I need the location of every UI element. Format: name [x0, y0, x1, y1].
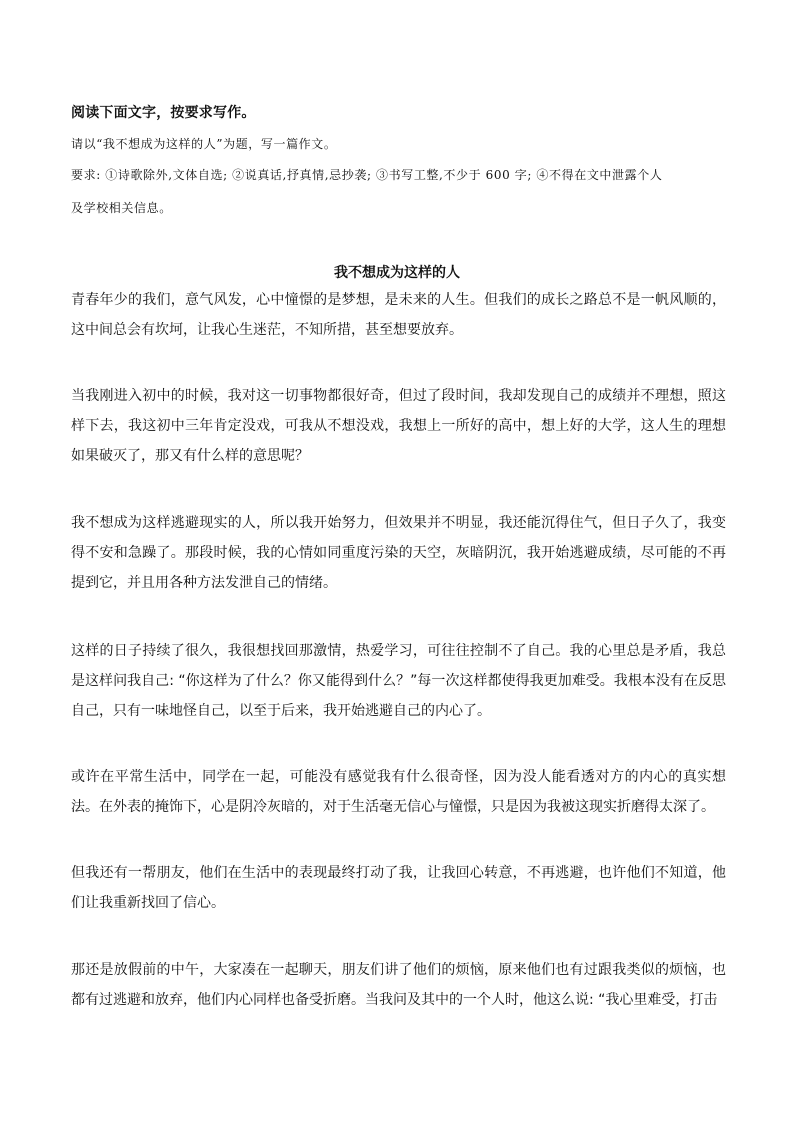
essay-paragraph-2: 当我刚进入初中的时候，我对这一切事物都很好奇，但过了段时间，我却发现自己的成绩并不理想，照这样下去，我这初中三年肯定没戏，可我从不想没戏，我想上一所好的高中，想上好的大学，这人生的理想如果破灭了，那又有什么样的意思呢？ [71, 388, 726, 464]
essay-paragraph-7: 那还是放假前的中午，大家凑在一起聊天，朋友们讲了他们的烦恼，原来他们也有过跟我类似的烦恼，也都有过逃避和放弃，他们内心同样也备受折磨。当我问及其中的一个人时，他这么说: “我心里难受，打击 [71, 962, 726, 1008]
prompt-heading: 阅读下面文字，按要求写作。 [71, 105, 256, 121]
essay-paragraph-6: 但我还有一帮朋友，他们在生活中的表现最终打动了我，让我回心转意，不再逃避，也许他们不知道，他们让我重新找回了信心。 [71, 865, 726, 911]
prompt-requirements-continued: 及学校相关信息。 [71, 201, 172, 215]
essay-title: 我不想成为这样的人 [334, 265, 460, 281]
essay-paragraph-3: 我不想成为这样逃避现实的人，所以我开始努力，但效果并不明显，我还能沉得住气，但日子久了，我变得不安和急躁了。那段时候，我的心情如同重度污染的天空，灰暗阴沉，我开始逃避成绩，尽可能的不再提到它，并且用各种方法发泄自己的情绪。 [71, 515, 726, 591]
essay-paragraph-1: 青春年少的我们，意气风发，心中憧憬的是梦想，是未来的人生。但我们的成长之路总不是一帆风顺的，这中间总会有坎坷，让我心生迷茫，不知所措，甚至想要放弃。 [71, 292, 726, 338]
prompt-instruction: 请以“我不想成为这样的人”为题，写一篇作文。 [71, 137, 337, 151]
essay-paragraph-4: 这样的日子持续了很久，我很想找回那激情，热爱学习，可往往控制不了自己。我的心里总是矛盾，我总是这样问我自己: “你这样为了什么？你又能得到什么？”每一次这样都使得我更加难受。我根本没有在反思自己，只有一味地怪自己，以至于后来，我开始逃避自己的内心了。 [71, 643, 726, 719]
essay-paragraph-5: 或许在平常生活中，同学在一起，可能没有感觉我有什么很奇怪，因为没人能看透对方的内心的真实想法。在外表的掩饰下，心是阴冷灰暗的，对于生活毫无信心与憧憬，只是因为我被这现实折磨得太深了。 [71, 769, 726, 815]
prompt-requirements: 要求: ①诗歌除外,文体自选; ②说真话,抒真情,忌抄袭; ③书写工整,不少于 600 字; ④不得在文中泄露个人 [71, 168, 663, 182]
